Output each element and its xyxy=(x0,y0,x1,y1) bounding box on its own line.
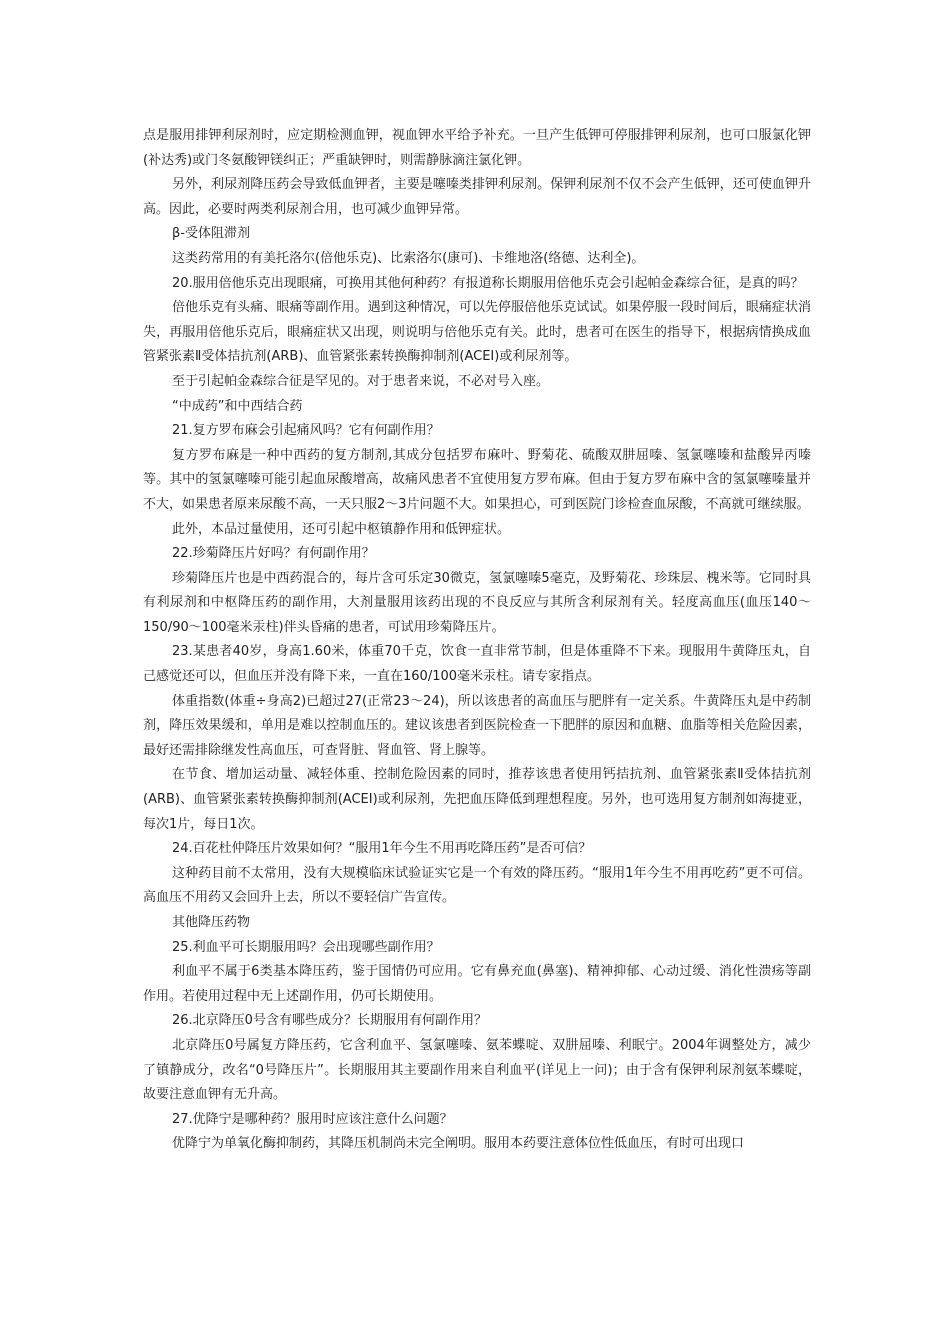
paragraph: 优降宁为单氧化酶抑制药，其降压机制尚未完全阐明。服用本药要注意体位性低血压，有时可出现口 xyxy=(172,1136,745,1152)
paragraph: 21.复方罗布麻会引起痛风吗？它有何副作用？ xyxy=(172,423,440,439)
paragraph: 22.珍菊降压片好吗？有何副作用？ xyxy=(172,546,375,562)
paragraph: 这类药常用的有美托洛尔(倍他乐克)、比索洛尔(康可)、卡维地洛(络德、达利全)。 xyxy=(172,250,645,266)
paragraph: β-受体阻滞剂 xyxy=(172,226,250,242)
paragraph: 此外，本品过量使用，还可引起中枢镇静作用和低钾症状。 xyxy=(172,521,511,537)
paragraph: 倍他乐克有头痛、眼痛等副作用。遇到这种情况，可以先停服倍他乐克试试。如果停服一段时间后，眼痛症状消失，再服用倍他乐克后，眼痛症状又出现，则说明与倍他乐克有关。此时，患者可在医生的指导下，根据病情换成血管紧张素Ⅱ受体拮抗剂(ARB)、血管紧张素转换酶抑制剂(ACEI)或利尿剂等。 xyxy=(143,300,811,365)
paragraph: 其他降压药物 xyxy=(172,915,251,930)
paragraph: 利血平不属于6类基本降压药，鉴于国情仍可应用。它有鼻充血(鼻塞)、精神抑郁、心动过缓、消化性溃疡等副作用。若使用过程中无上述副作用，仍可长期使用。 xyxy=(143,964,811,1004)
paragraph: 珍菊降压片也是中西药混合的，每片含可乐定30微克，氢氯噻嗪5毫克，及野菊花、珍珠层、槐米等。它同时具有利尿剂和中枢降压药的副作用，大剂量服用该药出现的不良反应与其所含利尿剂有关。轻度高血压(血压140～150/90～100毫米汞柱)伴头昏痛的患者，可试用珍菊降压片。 xyxy=(143,570,811,635)
paragraph: 复方罗布麻是一种中西药的复方制剂,其成分包括罗布麻叶、野菊花、硫酸双肼屈嗪、氢氯噻嗪和盐酸异丙嗪等。其中的氢氯噻嗪可能引起血尿酸增高，故痛风患者不宜使用复方罗布麻。但由于复方罗布麻中含的氢氯噻嗪量并不大，如果患者原来尿酸不高，一天只服2～3片问题不大。如果担心，可到医院门诊检查血尿酸，不高就可继续服。 xyxy=(143,447,811,512)
paragraph: 另外，利尿剂降压药会导致低血钾者，主要是噻嗪类排钾利尿剂。保钾利尿剂不仅不会产生低钾，还可使血钾升高。因此，必要时两类利尿剂合用，也可减少血钾异常。 xyxy=(143,177,811,217)
paragraph: 至于引起帕金森综合征是罕见的。对于患者来说，不必对号入座。 xyxy=(172,373,550,389)
paragraph: 体重指数(体重÷身高2)已超过27(正常23～24)，所以该患者的高血压与肥胖有一定关系。牛黄降压丸是中药制剂，降压效果缓和，单用是难以控制血压的。建议该患者到医院检查一下肥胖的原因和血糖、血脂等相关危险因素，最好还需排除继发性高血压，可查肾脏、肾血管、肾上腺等。 xyxy=(143,693,811,758)
paragraph: 点是服用排钾利尿剂时，应定期检测血钾，视血钾水平给予补充。一旦产生低钾可停服排钾利尿剂，也可口服氯化钾(补达秀)或门冬氨酸钾镁纠正；严重缺钾时，则需静脉滴注氯化钾。 xyxy=(143,128,811,168)
paragraph: 20.服用倍他乐克出现眼痛，可换用其他何种药？有报道称长期服用倍他乐克会引起帕金森综合征，是真的吗？ xyxy=(172,275,804,291)
paragraph: 26.北京降压0号含有哪些成分？长期服用有何副作用？ xyxy=(172,1013,487,1029)
paragraph: 北京降压0号属复方降压药，它含利血平、氢氯噻嗪、氨苯蝶啶、双肼屈嗪、利眠宁。2004年调整处方，减少了镇静成分，改名“0号降压片”。长期服用其主要副作用来自利血平(详见上一问)；由于含有保钾利尿剂氨苯蝶啶，故要注意血钾有无升高。 xyxy=(143,1037,811,1103)
paragraph: 这种药目前不太常用，没有大规模临床试验证实它是一个有效的降压药。“服用1年今生不用再吃药”更不可信。高血压不用药又会回升上去，所以不要轻信广告宣传。 xyxy=(143,865,811,906)
paragraph: 27.优降宁是哪种药？服用时应该注意什么问题？ xyxy=(172,1111,453,1127)
document-body xyxy=(143,124,811,1157)
paragraph: 25.利血平可长期服用吗？会出现哪些副作用？ xyxy=(172,939,440,955)
paragraph: 23.某患者40岁，身高1.60米，体重70千克，饮食一直非常节制，但是体重降不下来。现服用牛黄降压丸，自己感觉还可以，但血压并没有降下来，一直在160/100毫米汞柱。请专家指点。 xyxy=(143,644,811,685)
paragraph: 在节食、增加运动量、减轻体重、控制危险因素的同时，推荐该患者使用钙拮抗剂、血管紧张素Ⅱ受体拮抗剂(ARB)、血管紧张素转换酶抑制剂(ACEI)或利尿剂，先把血压降低到理想程度。另外，也可选用复方制剂如海捷亚，每次1片，每日1次。 xyxy=(143,767,811,832)
paragraph: “中成药”和中西结合药 xyxy=(172,398,303,414)
paragraph: 24.百花杜仲降压片效果如何？“服用1年今生不用再吃降压药”是否可信？ xyxy=(172,841,592,857)
